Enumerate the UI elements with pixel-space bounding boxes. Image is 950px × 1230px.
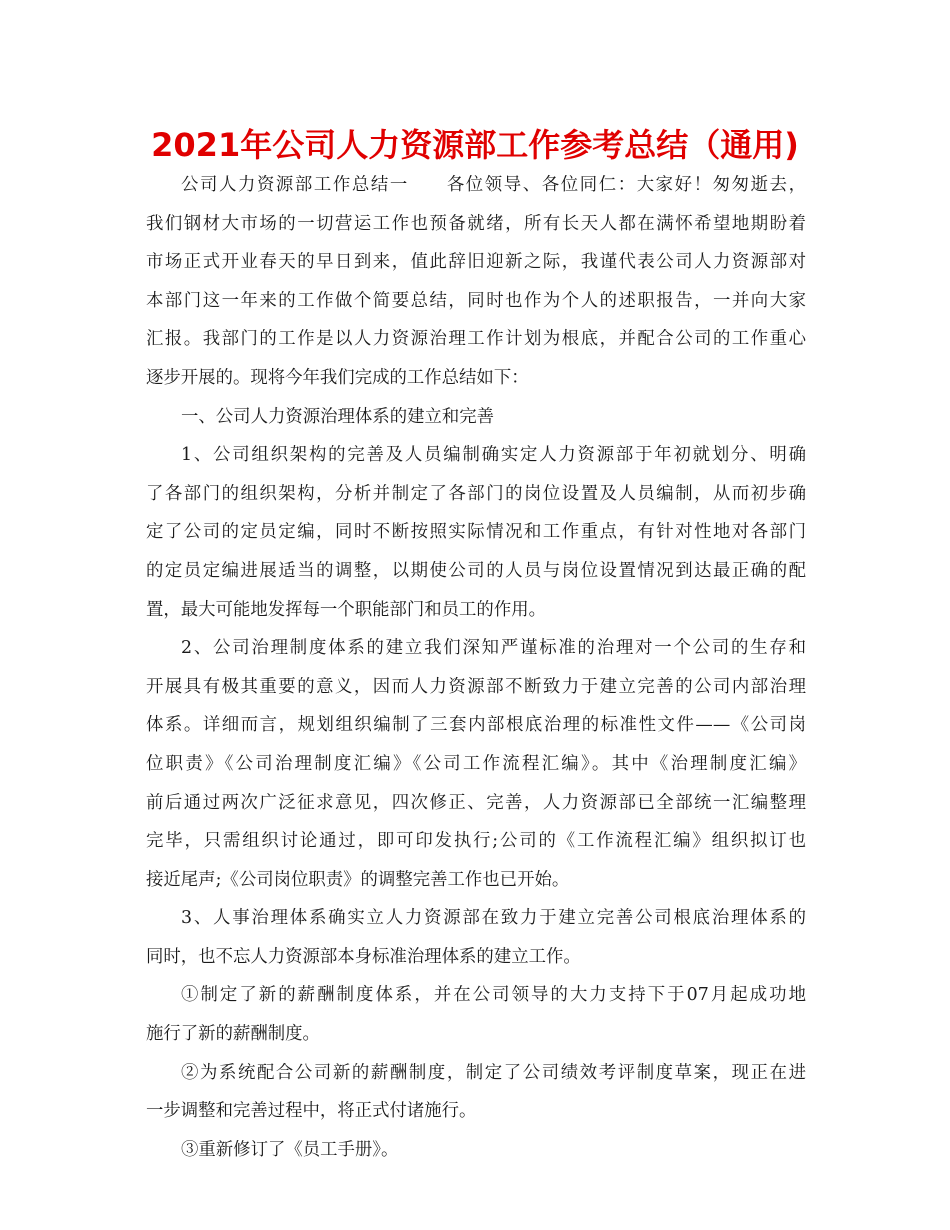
body-line: 位职责》《公司治理制度汇编》《公司工作流程汇编》。其中《治理制度汇编》	[146, 753, 806, 774]
body-line: 置，最大可能地发挥每一个职能部门和员工的作用。	[146, 599, 546, 620]
body-line: 施行了新的薪酬制度。	[146, 1024, 320, 1045]
body-line: 定了公司的定员定编，同时不断按照实际情况和工作重点，有针对性地对各部门	[146, 522, 806, 543]
body-line: ①制定了新的薪酬制度体系，并在公司领导的大力支持下于07月起成功地	[181, 985, 806, 1006]
body-line: 一、公司人力资源治理体系的建立和完善	[181, 406, 495, 427]
body-line: ②为系统配合公司新的薪酬制度，制定了公司绩效考评制度草案，现正在进	[181, 1062, 806, 1083]
body-line: 同时，也不忘人力资源部本身标准治理体系的建立工作。	[146, 946, 581, 967]
body-line: 的定员定编进展适当的调整，以期使公司的人员与岗位设置情况到达最正确的配	[146, 560, 806, 581]
body-line: 2、公司治理制度体系的建立我们深知严谨标准的治理对一个公司的生存和	[181, 638, 806, 659]
body-line: 前后通过两次广泛征求意见，四次修正、完善，人力资源部已全部统一汇编整理	[146, 792, 806, 813]
body-line: 本部门这一年来的工作做个简要总结，同时也作为个人的述职报告，一并向大家	[146, 290, 806, 311]
body-line: 汇报。我部门的工作是以人力资源治理工作计划为根底，并配合公司的工作重心	[146, 329, 806, 350]
body-line: 1、公司组织架构的完善及人员编制确实定人力资源部于年初就划分、明确	[181, 445, 806, 466]
body-line: 市场正式开业春天的早日到来，值此辞旧迎新之际，我谨代表公司人力资源部对	[146, 252, 806, 273]
body-line: 一步调整和完善过程中，将正式付诸施行。	[146, 1101, 477, 1122]
document-title: 2021年公司人力资源部工作参考总结（通用)	[151, 126, 799, 164]
body-line: 接近尾声;《公司岗位职责》的调整完善工作也已开始。	[146, 869, 570, 890]
document-body	[146, 166, 806, 1169]
body-line: 体系。详细而言，规划组织编制了三套内部根底治理的标准性文件——《公司岗	[146, 715, 806, 736]
body-line: 我们钢材大市场的一切营运工作也预备就绪，所有长天人都在满怀希望地期盼着	[146, 213, 806, 234]
body-line: 了各部门的组织架构，分析并制定了各部门的岗位设置及人员编制，从而初步确	[146, 483, 806, 504]
body-line: 3、人事治理体系确实立人力资源部在致力于建立完善公司根底治理体系的	[181, 908, 806, 929]
body-line: 逐步开展的。现将今年我们完成的工作总结如下：	[146, 367, 529, 388]
body-line: 公司人力资源部工作总结一 各位领导、各位同仁：大家好！匆匆逝去，	[181, 175, 806, 195]
body-line: 开展具有极其重要的意义，因而人力资源部不断致力于建立完善的公司内部治理	[146, 676, 806, 697]
body-line: ③重新修订了《员工手册》。	[181, 1139, 399, 1160]
body-line: 完毕，只需组织讨论通过，即可印发执行;公司的《工作流程汇编》组织拟订也	[146, 831, 806, 852]
